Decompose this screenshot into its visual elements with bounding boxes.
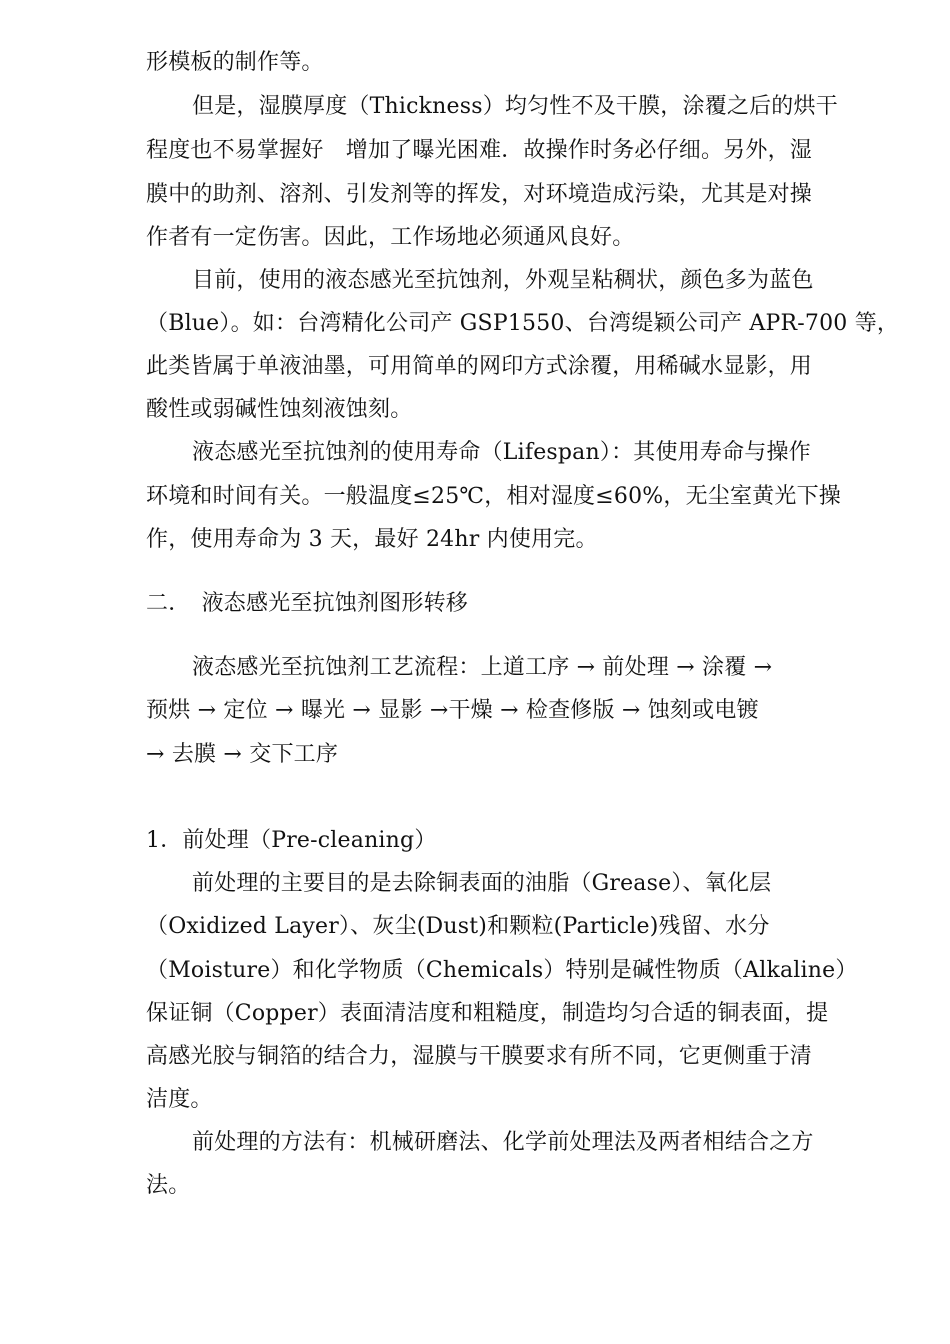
paragraph-line: 法。 — [146, 1173, 191, 1198]
paragraph-line: （Blue）。如：台湾精化公司产 GSP1550、台湾缇颖公司产 APR-700 等， — [146, 311, 900, 336]
paragraph-line: 膜中的助剂、溶剂、引发剂等的挥发，对环境造成污染，尤其是对操 — [146, 182, 813, 207]
paragraph-line: 前处理的方法有：机械研磨法、化学前处理法及两者相结合之方 — [192, 1130, 814, 1155]
paragraph-line: 目前，使用的液态感光至抗蚀剂，外观呈粘稠状，颜色多为蓝色 — [192, 268, 814, 293]
paragraph-line: 洁度。 — [146, 1087, 213, 1112]
paragraph-line: （Moisture）和化学物质（Chemicals）特别是碱性物质（Alkaline） — [146, 958, 858, 983]
paragraph-line: 高感光胶与铜箔的结合力，湿膜与干膜要求有所不同，它更侧重于清 — [146, 1044, 813, 1069]
paragraph-line: 此类皆属于单液油墨，可用简单的网印方式涂覆，用稀碱水显影，用 — [146, 354, 813, 379]
paragraph-line: 前处理的主要目的是去除铜表面的油脂（Grease）、氧化层 — [192, 871, 772, 896]
paragraph-line: 保证铜（Copper）表面清洁度和粗糙度，制造均匀合适的铜表面，提 — [146, 1001, 829, 1026]
paragraph-line: 程度也不易掌握好 增加了曝光困难．故操作时务必仔细。另外，湿 — [146, 138, 813, 163]
process-flow-line: 液态感光至抗蚀剂工艺流程：上道工序 → 前处理 → 涂覆 → — [192, 655, 773, 680]
process-flow-line: 预烘 → 定位 → 曝光 → 显影 →干燥 → 检查修版 → 蚀刻或电镀 — [146, 698, 759, 723]
paragraph-line: 环境和时间有关。一般温度≤25℃，相对湿度≤60%，无尘室黄光下操 — [146, 484, 841, 509]
paragraph-line: 形模板的制作等。 — [146, 50, 324, 75]
paragraph-line: （Oxidized Layer）、灰尘(Dust)和颗粒(Particle)残留、水分 — [146, 914, 770, 939]
subsection-heading: 1．前处理（Pre-cleaning） — [146, 828, 437, 853]
section-heading: 二． 液态感光至抗蚀剂图形转移 — [146, 591, 469, 616]
paragraph-line: 作者有一定伤害。因此，工作场地必须通风良好。 — [146, 225, 635, 250]
paragraph-line: 酸性或弱碱性蚀刻液蚀刻。 — [146, 397, 413, 422]
process-flow-line: → 去膜 → 交下工序 — [146, 742, 339, 767]
paragraph-line: 但是，湿膜厚度（Thickness）均匀性不及干膜，涂覆之后的烘干 — [192, 94, 838, 119]
paragraph-line: 液态感光至抗蚀剂的使用寿命（Lifespan）：其使用寿命与操作 — [192, 440, 811, 465]
paragraph-line: 作，使用寿命为 3 天，最好 24hr 内使用完。 — [146, 527, 598, 552]
